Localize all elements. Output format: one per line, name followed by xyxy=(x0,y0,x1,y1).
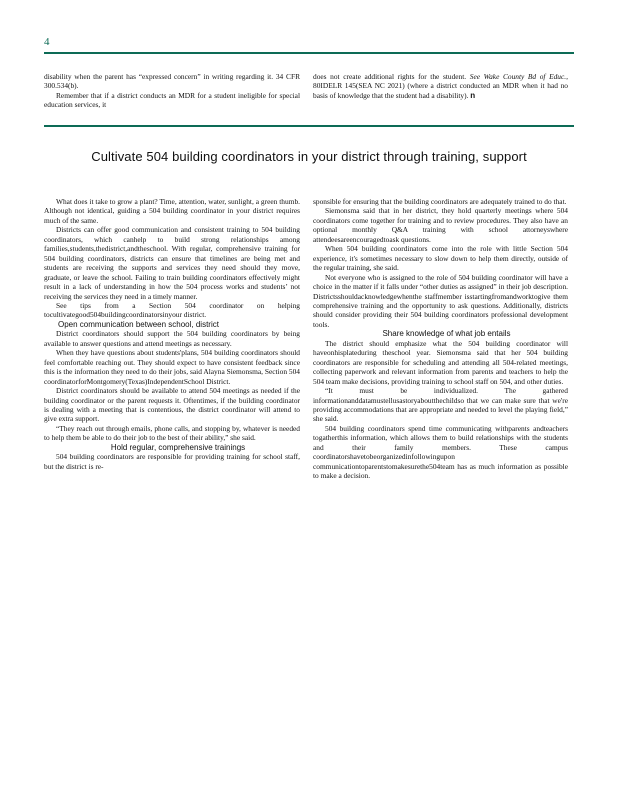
paragraph: 504 building coordinators spend time communicating withparents andteachers togatherthis information, which allows them to build relationships with the students and their family members. These campus coordinatorshavetobeorganizedinfollowingupon communicationtoparentstomakesurethe504team has as much information as possible to make a decision. xyxy=(313,423,568,481)
article-right-column xyxy=(313,197,568,481)
section-divider-rule xyxy=(44,125,574,127)
paragraph: Remember that if a district conducts an MDR for a student ineligible for special education services, it xyxy=(44,90,300,110)
paragraph: District coordinators should support the 504 building coordinators by being available to answer questions and attend meetings as necessary. xyxy=(44,329,300,348)
paragraph-text: 80IDELR 145(SEA NC 2021) (where a district conducted an MDR when it had no basis of knowledge that the student had a disability). xyxy=(313,81,568,100)
paragraph-text: does not create additional rights for the student. xyxy=(313,72,470,81)
paragraph: Districts can offer good communication and consistent training to 504 building coordinators, which canhelp to build strong relationships among families,students,thedistrict,andtheschool. With regular, comprehensive training for 504 building coordinators, districts can ensure that timelines are being met and students are receiving the supports and services they need should they move, graduate, or leave the school. Failing to train building coordinators effectively might result in a lack of understanding in how the 504 process works and students’ not receiving the services they need in a timely manner. xyxy=(44,225,300,301)
paragraph: “They reach out through emails, phone calls, and stopping by, whatever is needed to help them be able to do their job to the best of their ability,” she said. xyxy=(44,423,300,443)
previous-article-right-column xyxy=(313,72,568,100)
paragraph: The district should emphasize what the 504 building coordinator will haveonhisplateduring theschool year. Siemonsma said that her 504 building coordinators are responsible for scheduling and attending all 504-related meetings, collecting paperwork and relevant information from parents and teachers to help the 504 team make decisions, providing training to school staff on 504, and other duties. xyxy=(313,338,568,386)
paragraph: See tips from a Section 504 coordinator on helping tocultivategood504buildingcoordinatorsinyour district. xyxy=(44,300,300,320)
article-headline: Cultivate 504 building coordinators in your district through training, support xyxy=(91,149,527,164)
paragraph: disability when the parent has “expressed concern” in writing regarding it. 34 CFR 300.534(b). xyxy=(44,72,300,91)
paragraph: 504 building coordinators are responsible for providing training for school staff, but the district is re- xyxy=(44,452,300,471)
section-subheading: Share knowledge of what job entails xyxy=(382,329,511,339)
paragraph: sponsible for ensuring that the building coordinators are adequately trained to do that. xyxy=(313,197,567,206)
paragraph: When they have questions about students'plans, 504 building coordinators should feel comfortable reaching out. They should expect to have consistent feedback since this is the information they need to do their jobs, said Alayna Siemonsma, Section 504 coordinatorforMontgomery(Texas)IndependentSchool District. xyxy=(44,348,300,386)
end-of-article-mark: n xyxy=(470,90,476,100)
paragraph xyxy=(313,72,568,100)
previous-article-left-column xyxy=(44,72,300,110)
paragraph: Siemonsma said that in her district, they hold quarterly meetings where 504 coordinators come together for training and to review procedures. They also have an optional monthly Q&A training with school attorneyswhere attendeesareencouragedtoask questions. xyxy=(313,206,568,244)
header-rule xyxy=(44,52,574,54)
paragraph: District coordinators should be available to attend 504 meetings as needed if the building coordinator or the parent requests it. Oftentimes, if the building coordinator is dealing with a meeting that is contentious, the district coordinator will attend to give extra support. xyxy=(44,386,300,424)
paragraph: When 504 building coordinators come into the role with little Section 504 experience, it's sometimes necessary to slow down to help them directly, outside of the regular training, she said. xyxy=(313,244,568,273)
case-citation: See Wake County Bd of Educ., xyxy=(469,72,568,81)
page-number: 4 xyxy=(44,36,50,48)
section-subheading: Open communication between school, district xyxy=(58,319,219,329)
paragraph: What does it take to grow a plant? Time, attention, water, sunlight, a green thumb. Although not identical, guiding a 504 building coordinator in your district requires much of the same. xyxy=(44,197,300,225)
article-left-column xyxy=(44,197,300,471)
section-subheading: Hold regular, comprehensive trainings xyxy=(110,442,246,452)
paragraph: “It must be individualized. The gathered informationanddatamustellusastoryaboutthechildso that we can make sure that we're providing accommodations that are appropriate and needed to level the playing field,” she said. xyxy=(313,386,568,424)
paragraph: Not everyone who is assigned to the role of 504 building coordinator will have a choice in the matter if it falls under “other duties as assigned” in their job description. Districtsshouldacknowledgewhenthe staffmember isstartingfromandworktogive them comprehensive training and the opportunity to ask questions. Additionally, districts should consider providing their 504 building coordinators professional development tools. xyxy=(313,272,568,329)
